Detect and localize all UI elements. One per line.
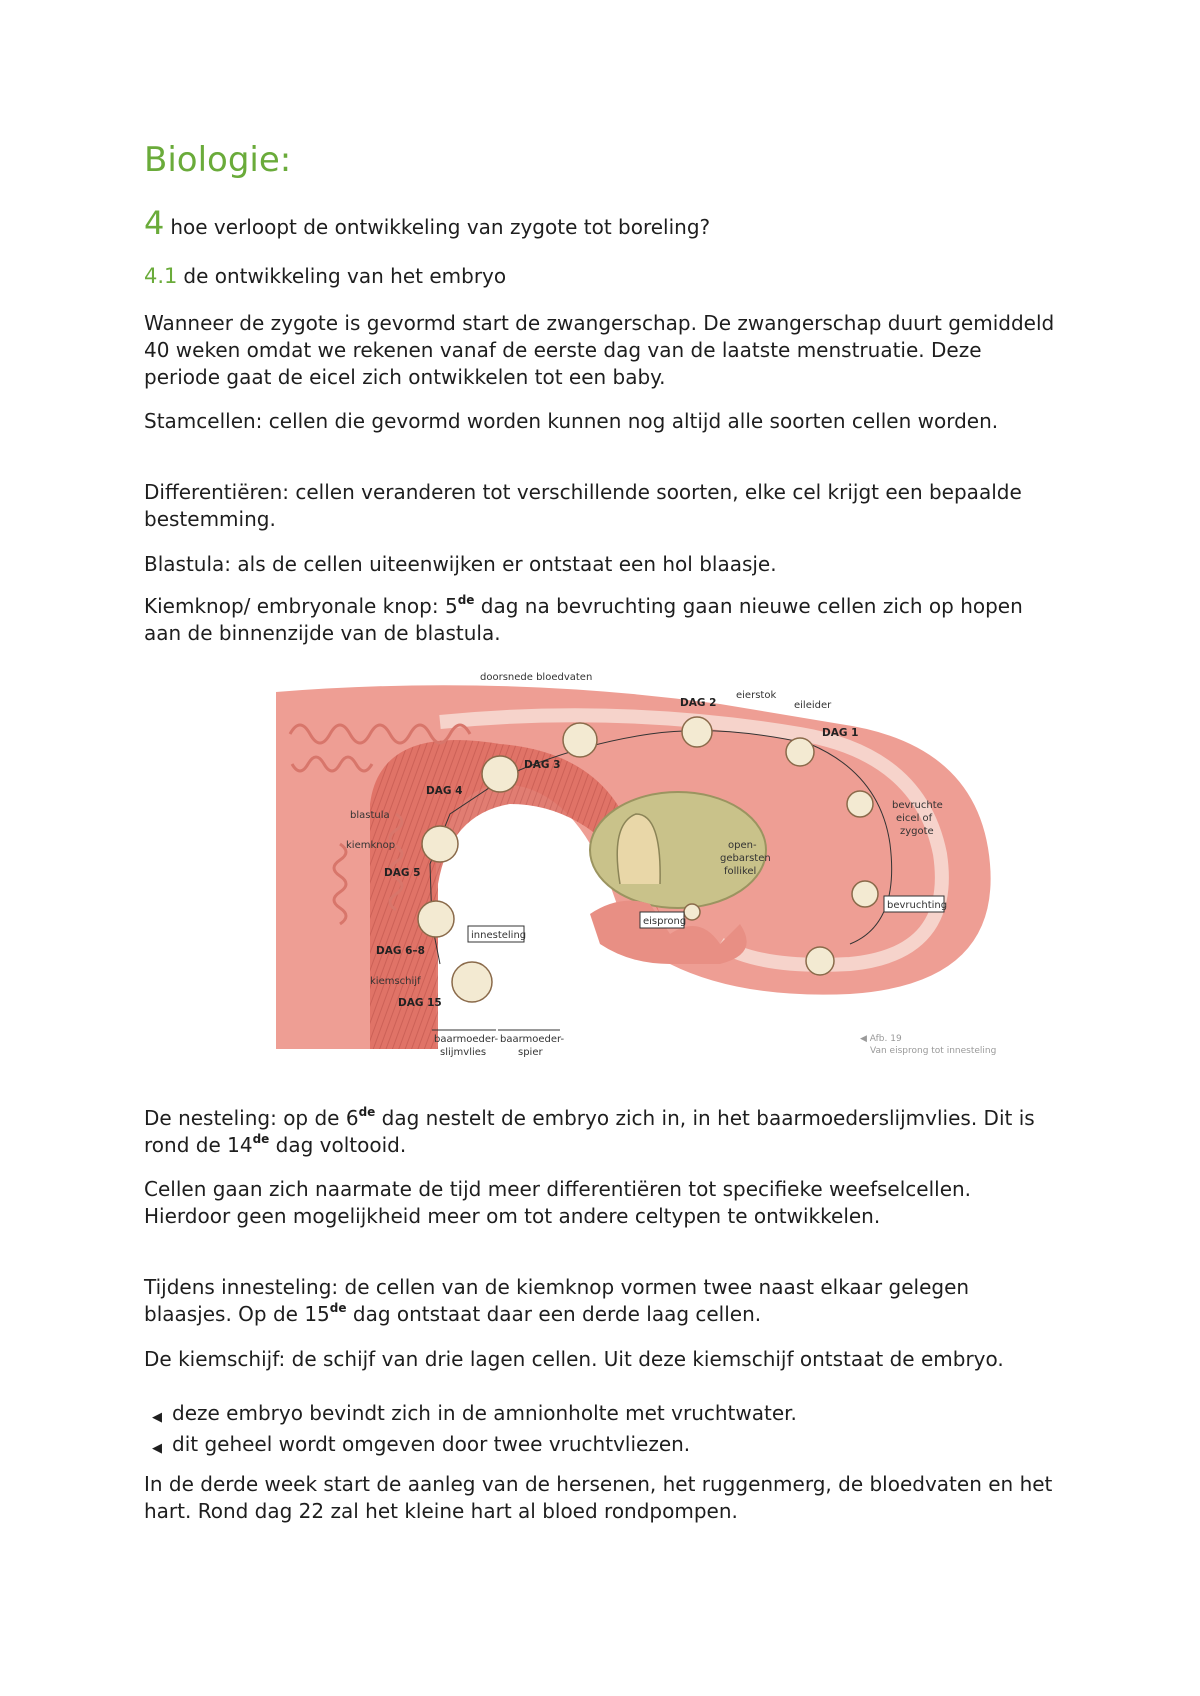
embryo-development-figure (200, 664, 1080, 1084)
chapter-text: hoe verloopt de ontwikkeling van zygote tot boreling? (170, 215, 711, 239)
label-kiemschijf: kiemschijf (370, 976, 421, 987)
nesteling-text-a: De nesteling: op de 6 (144, 1106, 359, 1130)
label-dag5: DAG 5 (384, 867, 421, 879)
innesteling-text-b: dag ontstaat daar een derde laag cellen. (346, 1302, 762, 1326)
section-number: 4.1 (144, 264, 178, 288)
paragraph-kiemknop (144, 593, 1056, 647)
section-heading (144, 264, 506, 288)
label-dag2: DAG 2 (680, 697, 717, 709)
nesteling-text-c: dag voltooid. (269, 1133, 407, 1157)
nesteling-sup-1: de (358, 1105, 376, 1119)
chapter-heading (144, 204, 710, 242)
label-slijmvlies-2: slijmvlies (440, 1047, 487, 1058)
innesteling-sup: de (329, 1301, 347, 1315)
bullet-mark-icon: ◀ (152, 1410, 162, 1425)
innesteling-text-a: Tijdens innesteling: de cellen van de kiemknop vormen twee naast elkaar gelegen blaasjes. Op de 15 (144, 1275, 970, 1326)
label-spier-1: baarmoeder- (500, 1034, 565, 1045)
label-doorsnede: doorsnede bloedvaten (480, 672, 593, 683)
figure-caption: Van eisprong tot innesteling (870, 1046, 997, 1056)
paragraph-zwangerschap: Wanneer de zygote is gevormd start de zwangerschap. De zwangerschap duurt gemiddeld 40 weken omdat we rekenen vanaf de eerste dag van de laatste menstruatie. Deze periode gaat de eicel zich ontwikkelen tot een baby. (144, 311, 1055, 389)
paragraph-differentieren: Differentiëren: cellen veranderen tot verschillende soorten, elke cel krijgt een bepaalde bestemming. (144, 480, 1022, 531)
label-dag1: DAG 1 (822, 727, 859, 739)
bullet-text-1: deze embryo bevindt zich in de amnionholte met vruchtwater. (172, 1401, 797, 1425)
label-eileider: eileider (794, 700, 832, 711)
nesteling-sup-2: de (252, 1132, 270, 1146)
paragraph-innesteling (144, 1274, 1056, 1328)
label-follikel-2: gebarsten (720, 853, 771, 864)
bullet-list (144, 1400, 1056, 1462)
label-follikel-1: open- (728, 840, 757, 851)
label-blastula: blastula (350, 810, 390, 821)
label-dag15: DAG 15 (398, 997, 442, 1009)
chapter-number: 4 (144, 204, 165, 242)
kiemknop-sup: de (457, 593, 475, 607)
label-bevruchte-1: bevruchte (892, 800, 943, 811)
label-eierstok: eierstok (736, 690, 777, 701)
kiemknop-text-b: dag na bevruchting gaan nieuwe cellen zich op hopen aan de binnenzijde van de blastula. (144, 594, 1023, 645)
page-title: Biologie: (144, 140, 292, 180)
label-bevruchte-2: eicel of (896, 813, 933, 824)
paragraph-differentiatie: Cellen gaan zich naarmate de tijd meer differentiëren tot specifieke weefselcellen. Hierdoor geen mogelijkheid meer om tot andere celtypen te ontwikkelen. (144, 1177, 972, 1228)
paragraph-stamcellen: Stamcellen: cellen die gevormd worden kunnen nog altijd alle soorten cellen worden. (144, 409, 999, 433)
label-bevruchte-3: zygote (900, 826, 934, 837)
label-dag3: DAG 3 (524, 759, 561, 771)
figure-number: ◀ Afb. 19 (860, 1034, 902, 1044)
label-dag4: DAG 4 (426, 785, 463, 797)
list-item (144, 1400, 1056, 1431)
label-spier-2: spier (518, 1047, 543, 1058)
kiemknop-text-a: Kiemknop/ embryonale knop: 5 (144, 594, 458, 618)
paragraph-blastula: Blastula: als de cellen uiteenwijken er ontstaat een hol blaasje. (144, 552, 777, 576)
label-kiemknop: kiemknop (346, 840, 396, 851)
bullet-text-2: dit geheel wordt omgeven door twee vruchtvliezen. (172, 1432, 691, 1456)
nesteling-text-b: dag nestelt de embryo zich in, in het baarmoederslijmvlies. Dit is rond de 14 (144, 1106, 1035, 1157)
label-innesteling: innesteling (471, 930, 527, 941)
label-dag6-8: DAG 6–8 (376, 945, 425, 957)
label-bevruchting: bevruchting (887, 900, 948, 911)
paragraph-nesteling (144, 1105, 1056, 1159)
bullet-mark-icon: ◀ (152, 1441, 162, 1456)
paragraph-derde-week: In de derde week start de aanleg van de hersenen, het ruggenmerg, de bloedvaten en het hart. Rond dag 22 zal het kleine hart al bloed rondpompen. (144, 1472, 1053, 1523)
label-follikel-3: follikel (724, 866, 757, 877)
list-item (144, 1431, 1056, 1462)
label-slijmvlies-1: baarmoeder- (434, 1034, 499, 1045)
label-eisprong: eisprong (643, 916, 687, 927)
section-text: de ontwikkeling van het embryo (183, 264, 507, 288)
paragraph-kiemschijf: De kiemschijf: de schijf van drie lagen cellen. Uit deze kiemschijf ontstaat de embryo. (144, 1347, 1004, 1371)
